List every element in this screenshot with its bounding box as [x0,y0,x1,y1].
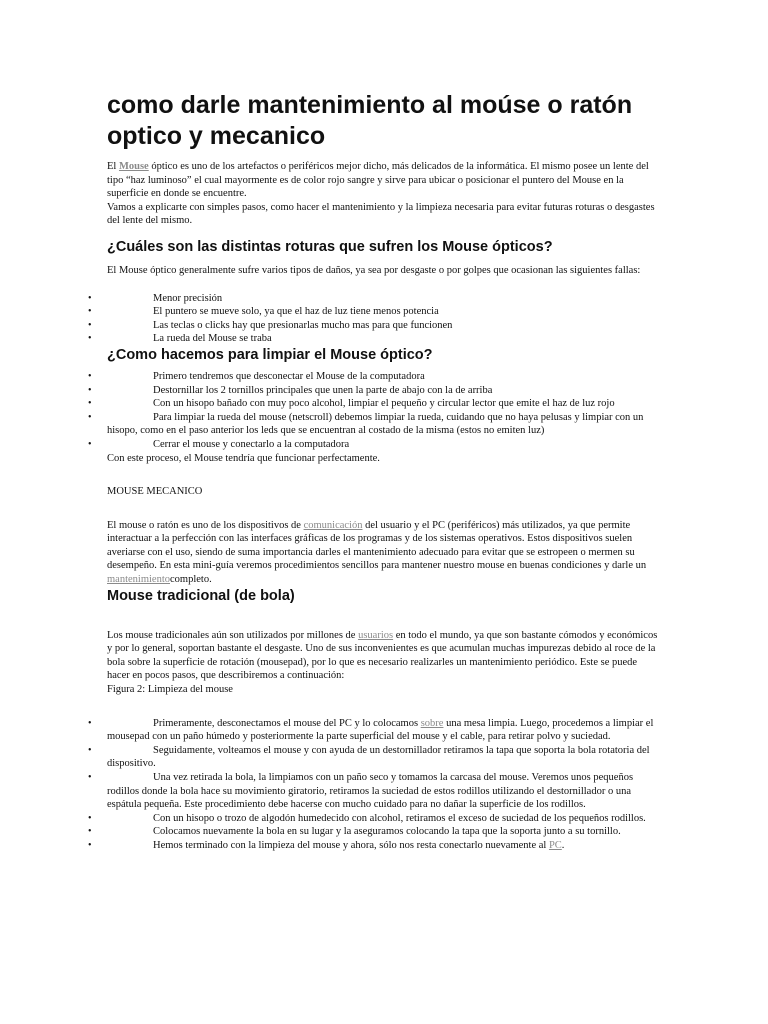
list-item-text: Menor precisión [153,292,223,304]
bullet: • [88,839,92,851]
list-item [88,411,662,438]
pc-link[interactable]: PC [548,839,562,851]
page-title: como darle mantenimiento al moúse o ratón optico y mecanico [107,91,633,150]
list-item-text: El puntero se mueve solo, ya que el haz de luz tiene menos potencia [153,306,439,318]
mechanical-text-mid: del usuario y el PC (periféricos) más utilizados, ya que permite interactuar a la perfección con las interfaces gráficas de los programas y de los sistemas operativos. Estos dispositivos suelen averiarse con el uso, siendo de suma importancia darles el mantenimiento adecuado para evitar que se estropeen o mermen su desempeño. En esta mini-guía veremos procedimientos sencillos para mantener nuestro mouse en buenas condiciones y darle un [107,519,647,572]
list-item-text: Hemos terminado con la limpieza del mouse y ahora, sólo nos resta conectarlo nuevamente al [153,839,549,851]
bullet: • [88,744,92,756]
list-item-text: Destornillar los 2 tornillos principales que unen la parte de abajo con la de arriba [153,384,493,396]
list-item [88,319,662,333]
bullet: • [88,333,92,345]
bullet: • [88,292,92,304]
list-item [88,717,662,744]
list-item [88,397,662,411]
bullet: • [88,812,92,824]
list-item-text: Para limpiar la rueda del mouse (netscroll) debemos limpiar la rueda, cuidando que no haya pelusas y limpiar con un hisopo, como en el paso anterior los leds que se encuentran al costado de la misma (estos no emiten luz) [107,411,644,437]
list-item [88,292,662,306]
ball-mouse-paragraph [107,629,662,683]
bullet: • [88,772,92,783]
list-item [88,744,662,771]
list-item-text: Una vez retirada la bola, la limpiamos con un paño seco y tomamos la carcasa del mouse. Veremos unos pequeños rodillos donde la bola hace su movimiento giratorio, retiramos la suciedad de estos rodillos utilizando el destornillador o una espátula pequeña. Este procedimiento debe hacerse con mucho cuidado para no dañar la superficie de los rodillos. [107,772,634,811]
intro-paragraph-2: Vamos a explicarte con simples pasos, como hacer el mantenimiento y la limpieza necesaria para evitar futuras roturas o desgastes del lente del mismo. [107,201,655,227]
usuarios-link[interactable]: usuarios [358,629,394,641]
bullet: • [88,717,92,729]
mechanical-text-end: completo. [170,574,212,586]
list-item [88,825,662,839]
list-item-text: La rueda del Mouse se traba [153,333,272,345]
intro-text-end: óptico es uno de los artefactos o periféricos mejor dicho, más delicados de la informática. El mismo posee un lente del tipo “haz luminoso” el cual mayormente es de color rojo sangre y sirve para ubicar o posicionar el puntero del Mouse en la superficie en donde se encuentre. [107,161,649,200]
section-label-mechanical: MOUSE MECANICO [107,486,203,498]
sobre-link[interactable]: sobre [420,717,444,729]
list-item [88,332,662,346]
cleaning-steps-list [88,370,662,452]
intro-paragraph [107,160,662,201]
list-item [88,384,662,398]
list-item-text: Colocamos nuevamente la bola en su lugar y la aseguramos colocando la tapa que la soporta junto a su tornillo. [153,826,621,838]
list-item [88,812,662,826]
mouse-link[interactable]: Mouse [118,161,149,172]
list-item-text: Primeramente, desconectamos el mouse del PC y lo colocamos [153,717,421,729]
ball-mouse-steps-list [88,717,662,853]
cleaning-closing: Con este proceso, el Mouse tendría que funcionar perfectamente. [107,452,380,464]
section-heading-cleaning: ¿Como hacemos para limpiar el Mouse óptico? [107,346,433,363]
list-item-text: Cerrar el mouse y conectarlo a la computadora [153,438,350,450]
list-item [88,839,662,853]
bullet: • [88,826,92,838]
bullet: • [88,438,92,450]
list-item-text: Con un hisopo bañado con muy poco alcohol, limpiar el pequeño y circular lector que emite el haz de luz rojo [153,398,615,410]
breakages-paragraph: El Mouse óptico generalmente sufre varios tipos de daños, ya sea por desgaste o por golpes que ocasionan las siguientes fallas: [107,264,641,276]
ball-text-start: Los mouse tradicionales aún son utilizados por millones de [107,629,359,641]
bullet: • [88,319,92,331]
intro-text-start: El [107,161,119,172]
bullet: • [88,411,92,423]
breakages-list [88,292,662,346]
list-item [88,370,662,384]
bullet: • [88,370,92,382]
list-item [88,305,662,319]
mantenimiento-link[interactable]: mantenimiento [107,574,170,586]
list-item [88,438,662,452]
list-item-text: Las teclas o clicks hay que presionarlas mucho mas para que funcionen [153,319,453,331]
bullet: • [88,306,92,318]
bullet: • [88,384,92,396]
section-heading-breakages: ¿Cuáles son las distintas roturas que sufren los Mouse ópticos? [107,238,553,255]
comunicacion-link[interactable]: comunicación [303,519,363,531]
bullet: • [88,398,92,410]
list-item-text: Primero tendremos que desconectar el Mouse de la computadora [153,370,425,382]
section-heading-ball-mouse: Mouse tradicional (de bola) [107,587,295,604]
figure-caption: Figura 2: Limpieza del mouse [107,684,233,696]
list-item [88,771,662,812]
document-page [88,90,662,853]
mechanical-paragraph [107,519,662,587]
ball-text-end: en todo el mundo, ya que son bastante cómodos y económicos y por lo general, soportan bastante el desgaste. Uno de sus inconvenientes es que acumulan muchas impurezas debido al roce de la bola sobre la superficie de rotación (mousepad), por lo que es necesario realizarles un mantenimiento periódico. Este se puede hacer en pocos pasos, que describiremos a continuación: [107,629,658,682]
list-item-text: Con un hisopo o trozo de algodón humedecido con alcohol, retiramos el exceso de suciedad de los pequeños rodillos. [153,812,646,824]
list-item-text-end: . [561,839,565,851]
list-item-text: Seguidamente, volteamos el mouse y con ayuda de un destornillador retiramos la tapa que soporta la bola rotatoria del dispositivo. [107,744,650,770]
list-item-text-end: una mesa limpia. Luego, procedemos a limpiar el mousepad con un paño húmedo y posteriormente la parte superficial del mouse y el cable, para retirar polvo y suciedad. [107,717,654,743]
mechanical-text-start: El mouse o ratón es uno de los dispositivos de [107,519,304,531]
